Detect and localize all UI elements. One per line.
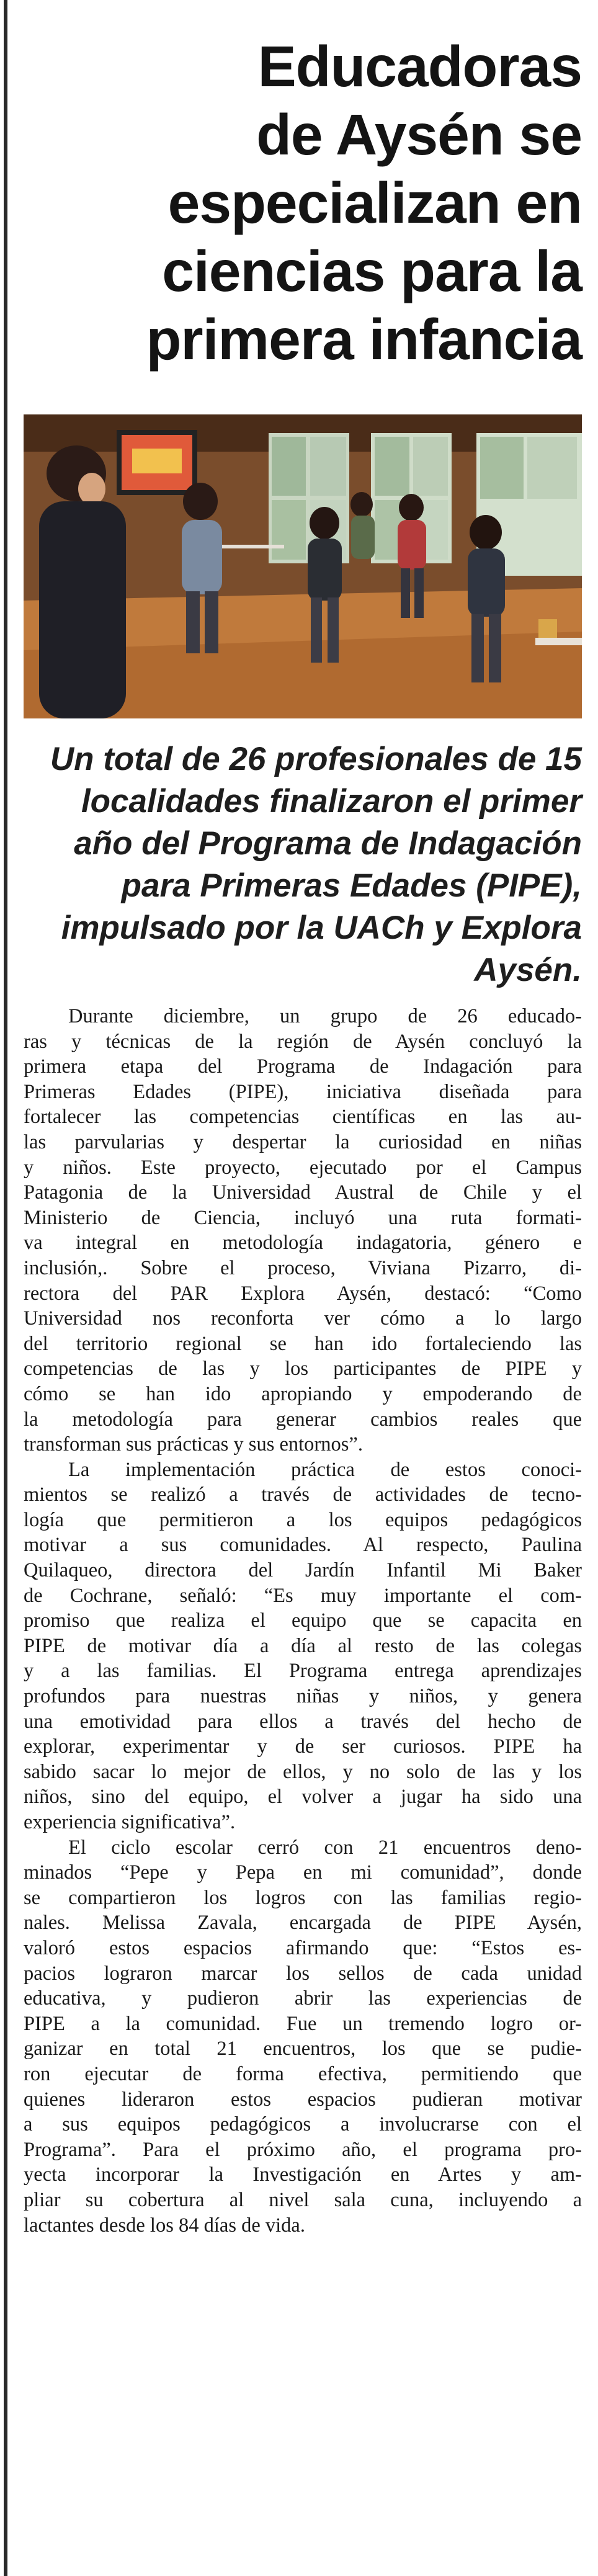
body-line: sabido sacar lo mejor de ellos, y no solo de las y los <box>24 1760 582 1783</box>
body-line: logía que permitieron a los equipos pedagógicos <box>24 1508 582 1531</box>
body-line: las parvularias y despertar la curiosidad en niñas <box>24 1130 582 1153</box>
body-paragraph <box>24 1835 582 2238</box>
body-line: rectora del PAR Explora Aysén, destacó: “Como <box>24 1282 582 1305</box>
body-line: valoró estos espacios afirmando que: “Estos es- <box>24 1936 582 1959</box>
body-line: minados “Pepe y Pepa en mi comunidad”, donde <box>24 1861 582 1884</box>
body-line: profundos para nuestras niñas y niños, y genera <box>24 1685 582 1708</box>
headline-line: primera infancia <box>146 307 582 372</box>
body-line: la metodología para generar cambios reales que <box>24 1408 582 1431</box>
article-lead <box>24 738 582 991</box>
body-line: niños, sino del equipo, el volver a jugar ha sido una <box>24 1786 582 1809</box>
body-line: una emotividad para ellos a través del hecho de <box>24 1710 582 1733</box>
body-line: promiso que realiza el equipo que se capacita en <box>24 1609 582 1632</box>
body-line: mientos se realizó a través de actividades de tecno- <box>24 1483 582 1506</box>
lead-line: localidades finalizaron el primer <box>81 783 582 820</box>
body-paragraph <box>24 1004 582 1457</box>
body-line: Durante diciembre, un grupo de 26 educado- <box>68 1005 582 1027</box>
body-line: de Cochrane, señaló: “Es muy importante el com- <box>24 1584 582 1607</box>
body-line: educativa, y pudieron abrir las experiencias de <box>24 1987 582 2010</box>
body-line: a sus equipos pedagógicos a involucrarse con el <box>24 2113 582 2136</box>
body-line: cómo se han ido apropiando y empoderando de <box>24 1382 582 1405</box>
lead-line: impulsado por la UACh y Explora <box>61 910 582 946</box>
body-line: y niños. Este proyecto, ejecutado por el Campus <box>24 1156 582 1179</box>
body-line: ron ejecutar de forma efectiva, permitiendo que <box>24 2062 582 2085</box>
body-line: se compartieron los logros con las familias regio- <box>24 1886 582 1909</box>
body-line: explorar, experimentar y de ser curiosos. PIPE ha <box>24 1735 582 1758</box>
body-line: primera etapa del Programa de Indagación para <box>24 1055 582 1078</box>
headline-line: de Aysén se <box>256 102 582 167</box>
lead-line: Un total de 26 profesionales de 15 <box>50 741 582 777</box>
classroom-photo-icon <box>24 414 582 718</box>
body-line: competencias de las y los participantes de PIPE y <box>24 1357 582 1380</box>
headline-line: Educadoras <box>257 34 582 99</box>
body-line: nales. Melissa Zavala, encargada de PIPE Aysén, <box>24 1912 582 1934</box>
body-line: El ciclo escolar cerró con 21 encuentros deno- <box>68 1836 582 1859</box>
body-line: fortalecer las competencias científicas en las au- <box>24 1106 582 1129</box>
body-line: pacios lograron marcar los sellos de cada unidad <box>24 1962 582 1985</box>
body-line: del territorio regional se han ido fortaleciendo las <box>24 1332 582 1355</box>
body-line: lactantes desde los 84 días de vida. <box>24 2214 305 2237</box>
body-line: Universidad nos reconforta ver cómo a lo largo <box>24 1307 582 1330</box>
lead-line: para Primeras Edades (PIPE), <box>121 867 582 904</box>
headline-line: especializan en <box>167 171 582 235</box>
headline <box>24 0 582 373</box>
news-article <box>24 0 582 2237</box>
body-line: transforman sus prácticas y sus entornos”. <box>24 1433 363 1456</box>
body-line: ras y técnicas de la región de Aysén concluyó la <box>24 1030 582 1053</box>
body-line: yecta incorporar la Investigación en Artes y am- <box>24 2163 582 2186</box>
body-line: y a las familias. El Programa entrega aprendizajes <box>24 1660 582 1683</box>
body-line: PIPE a la comunidad. Fue un tremendo logro or- <box>24 2012 582 2035</box>
body-line: La implementación práctica de estos conoci- <box>68 1458 582 1481</box>
body-line: pliar su cobertura al nivel sala cuna, incluyendo a <box>24 2188 582 2211</box>
column-rule <box>4 0 7 2576</box>
body-line: Primeras Edades (PIPE), iniciativa diseñada para <box>24 1080 582 1103</box>
body-line: motivar a sus comunidades. Al respecto, Paulina <box>24 1534 582 1557</box>
body-line: quienes lideraron estos espacios pudieran motivar <box>24 2088 582 2111</box>
body-paragraph <box>24 1457 582 1835</box>
body-line: va integral en metodología indagatoria, género e <box>24 1232 582 1254</box>
article-body <box>24 1004 582 2238</box>
lead-line: año del Programa de Indagación <box>74 825 582 862</box>
body-line: Patagonia de la Universidad Austral de Chile y el <box>24 1181 582 1204</box>
body-line: PIPE de motivar día a día al resto de las colegas <box>24 1634 582 1657</box>
body-line: ganizar en total 21 encuentros, los que se pudie- <box>24 2037 582 2060</box>
body-line: Programa”. Para el próximo año, el programa pro- <box>24 2138 582 2161</box>
headline-line: ciencias para la <box>162 239 582 303</box>
body-line: Quilaqueo, directora del Jardín Infantil Mi Baker <box>24 1559 582 1582</box>
lead-line: Aysén. <box>474 952 582 988</box>
body-line: inclusión,. Sobre el proceso, Viviana Pizarro, di- <box>24 1256 582 1279</box>
body-line: experiencia significativa”. <box>24 1811 236 1833</box>
article-photo <box>24 414 582 718</box>
body-line: Ministerio de Ciencia, incluyó una ruta formati- <box>24 1206 582 1229</box>
